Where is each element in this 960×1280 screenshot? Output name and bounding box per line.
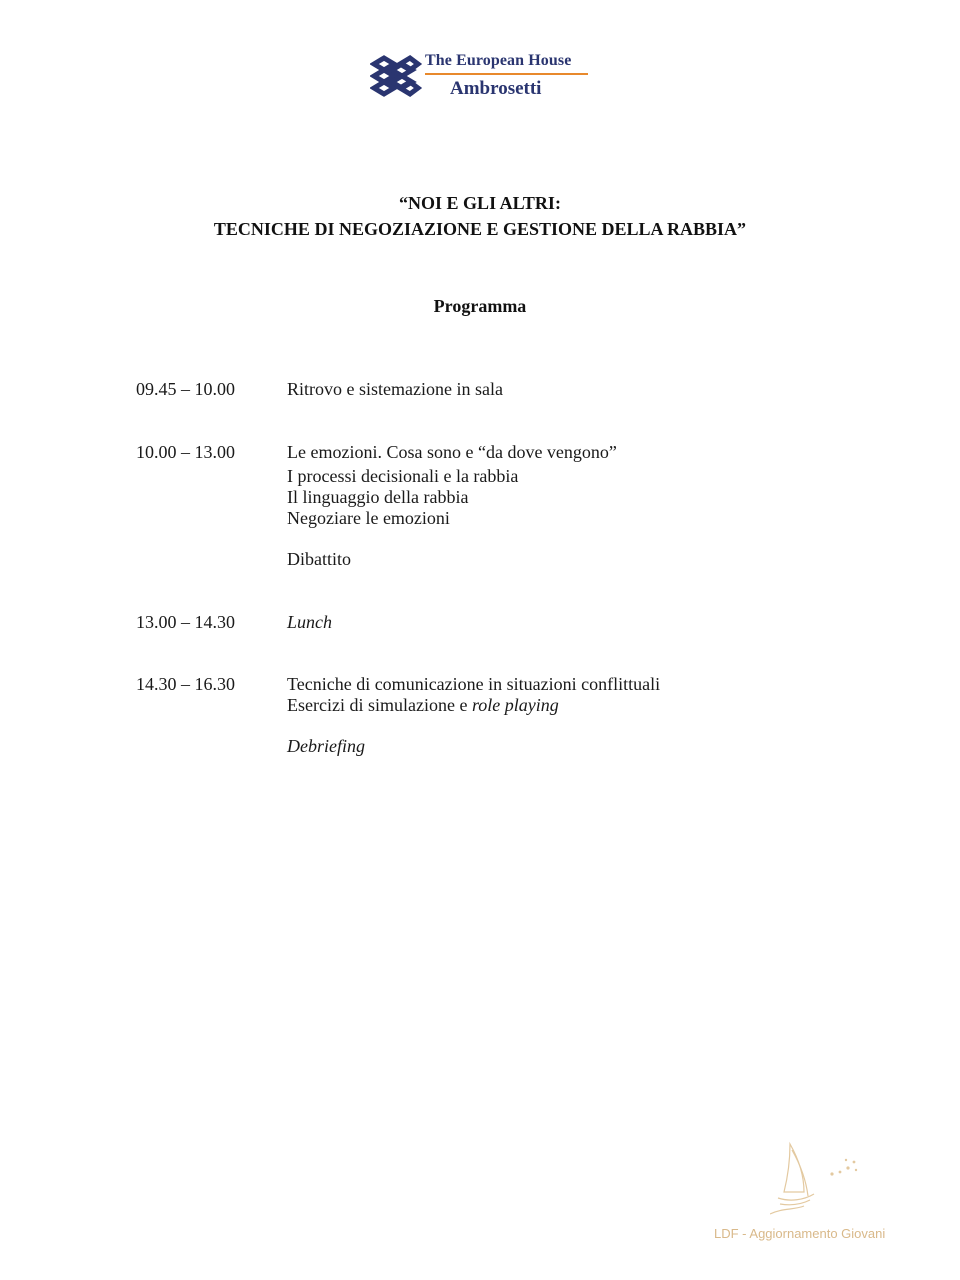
document-title: [0, 190, 960, 242]
schedule-time: 09.45 – 10.00: [136, 379, 235, 399]
schedule-item: Lunch: [287, 612, 332, 632]
schedule-item: Dibattito: [287, 549, 351, 569]
footer-text: LDF - Aggiornamento Giovani: [714, 1226, 886, 1241]
logo-rule: [425, 73, 588, 75]
title-line2: TECNICHE DI NEGOZIAZIONE E GESTIONE DELLA RABBIA”: [213, 219, 747, 239]
schedule-item: Negoziare le emozioni: [287, 508, 450, 528]
schedule-item: Tecniche di comunicazione in situazioni conflittuali: [287, 674, 661, 694]
schedule-item-italic: role playing: [471, 695, 559, 715]
schedule-item: [287, 695, 660, 716]
schedule-time: 13.00 – 14.30: [136, 612, 235, 632]
footer-watermark: [710, 1140, 910, 1250]
schedule-items: [287, 442, 617, 570]
sailboat-icon: [770, 1140, 870, 1220]
schedule-item: Il linguaggio della rabbia: [287, 487, 469, 507]
schedule-item: I processi decisionali e la rabbia: [287, 466, 519, 486]
schedule-item: Le emozioni. Cosa sono e “da dove vengono”: [287, 442, 617, 462]
logo-line2: Ambrosetti: [450, 78, 542, 99]
ambrosetti-logo: [370, 52, 600, 102]
section-heading: Programma: [433, 296, 527, 316]
schedule-item: Ritrovo e sistemazione in sala: [287, 379, 503, 399]
schedule-item-text: Esercizi di simulazione e: [287, 695, 472, 715]
schedule-time: 14.30 – 16.30: [136, 674, 235, 694]
title-line1: “NOI E GLI ALTRI:: [399, 193, 561, 213]
schedule-items: [287, 379, 503, 400]
logo-line1: The European House: [425, 52, 572, 69]
schedule-items: [287, 674, 660, 757]
schedule-item: Debriefing: [287, 736, 365, 756]
ambrosetti-logo-icon: [370, 54, 422, 98]
schedule-items: [287, 612, 332, 633]
schedule-time: 10.00 – 13.00: [136, 442, 235, 462]
